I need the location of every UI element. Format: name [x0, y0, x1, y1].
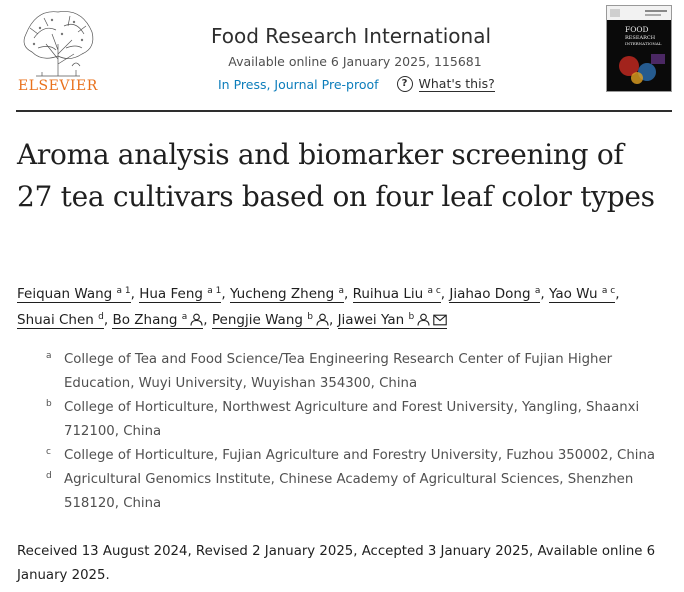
cover-image — [607, 6, 671, 91]
author-link[interactable]: Yucheng Zheng $^a$ — [229, 286, 344, 302]
status-row — [218, 76, 495, 92]
person-icon — [316, 313, 329, 326]
affiliation-text: College of Horticulture, Northwest Agriculture and Forest University, Yangling, Shaanxi 712100, China — [64, 400, 640, 439]
article-title: Aroma analysis and biomarker screening of 27 tea cultivars based on four leaf color types — [17, 138, 655, 213]
author-link[interactable]: Pengjie Wang $^b$ — [212, 312, 329, 329]
article-history-dates: Received 13 August 2024, Revised 2 January 2025, Accepted 3 January 2025, Available online 6 January 2025. — [17, 544, 656, 583]
author-link[interactable]: Bo Zhang $^a$ — [112, 312, 203, 329]
person-icon — [417, 313, 430, 326]
question-icon[interactable]: ? — [397, 76, 413, 92]
affiliation-text: College of Horticulture, Fujian Agriculture and Forestry University, Fuzhou 350002, China — [64, 448, 656, 463]
person-icon — [190, 313, 203, 326]
affiliation-item — [46, 444, 666, 468]
available-online: Available online 6 January 2025, 115681 — [228, 54, 482, 69]
journal-cover-thumbnail[interactable] — [606, 5, 672, 92]
author-link[interactable]: Jiawei Yan $^b$ — [338, 312, 448, 329]
email-icon — [433, 314, 447, 326]
affiliation-item — [46, 396, 666, 444]
publisher-name[interactable]: ELSEVIER — [18, 78, 98, 94]
affiliation-item — [46, 348, 666, 396]
affiliation-text: Agricultural Genomics Institute, Chinese Academy of Agricultural Sciences, Shenzhen 518120, China — [64, 472, 634, 511]
affiliation-label: c — [46, 447, 51, 457]
affiliation-text: College of Tea and Food Science/Tea Engineering Research Center of Fujian Higher Education, Wuyi University, Wuyishan 354300, China — [64, 352, 613, 391]
journal-title-text[interactable]: Food Research International — [210, 24, 492, 48]
affiliation-label: d — [46, 471, 52, 481]
affiliation-item — [46, 468, 666, 516]
journal-title[interactable] — [0, 24, 684, 48]
author-link[interactable]: Feiquan Wang $^{a 1}$ — [17, 286, 131, 302]
author-link[interactable]: Ruihua Liu $^{a c}$ — [352, 286, 441, 302]
cover-title-line-1: FOOD — [625, 25, 649, 34]
header-divider — [16, 110, 672, 112]
whats-this-link[interactable]: What's this? — [418, 76, 495, 91]
affiliation-label: b — [46, 399, 52, 409]
author-link[interactable]: Shuai Chen $^d$ — [17, 312, 104, 328]
author-link[interactable]: Yao Wu $^{a c}$ — [548, 286, 616, 302]
author-link[interactable]: Jiahao Dong $^a$ — [449, 286, 541, 302]
affiliation-label: a — [46, 351, 52, 361]
article-header — [0, 0, 684, 112]
cover-title-line-2: RESEARCH — [625, 35, 656, 41]
author-list: Feiquan Wang $^{a 1}$, Hua Feng $^{a 1}$, Yucheng Zheng $^a$, Ruihua Liu $^{a c}$, Jiahao Dong $^a$, Yao Wu $^{a c}$, Shuai Chen $^d$, Bo Zhang $^a$ , Pengjie Wang $^b$ , Jiawei Yan $^b$ — [17, 286, 620, 328]
cover-title-line-3: INTERNATIONAL — [625, 41, 662, 46]
affiliation-list — [46, 348, 666, 516]
in-press-status[interactable]: In Press, Journal Pre-proof — [218, 76, 379, 92]
author-link[interactable]: Hua Feng $^{a 1}$ — [139, 286, 222, 302]
